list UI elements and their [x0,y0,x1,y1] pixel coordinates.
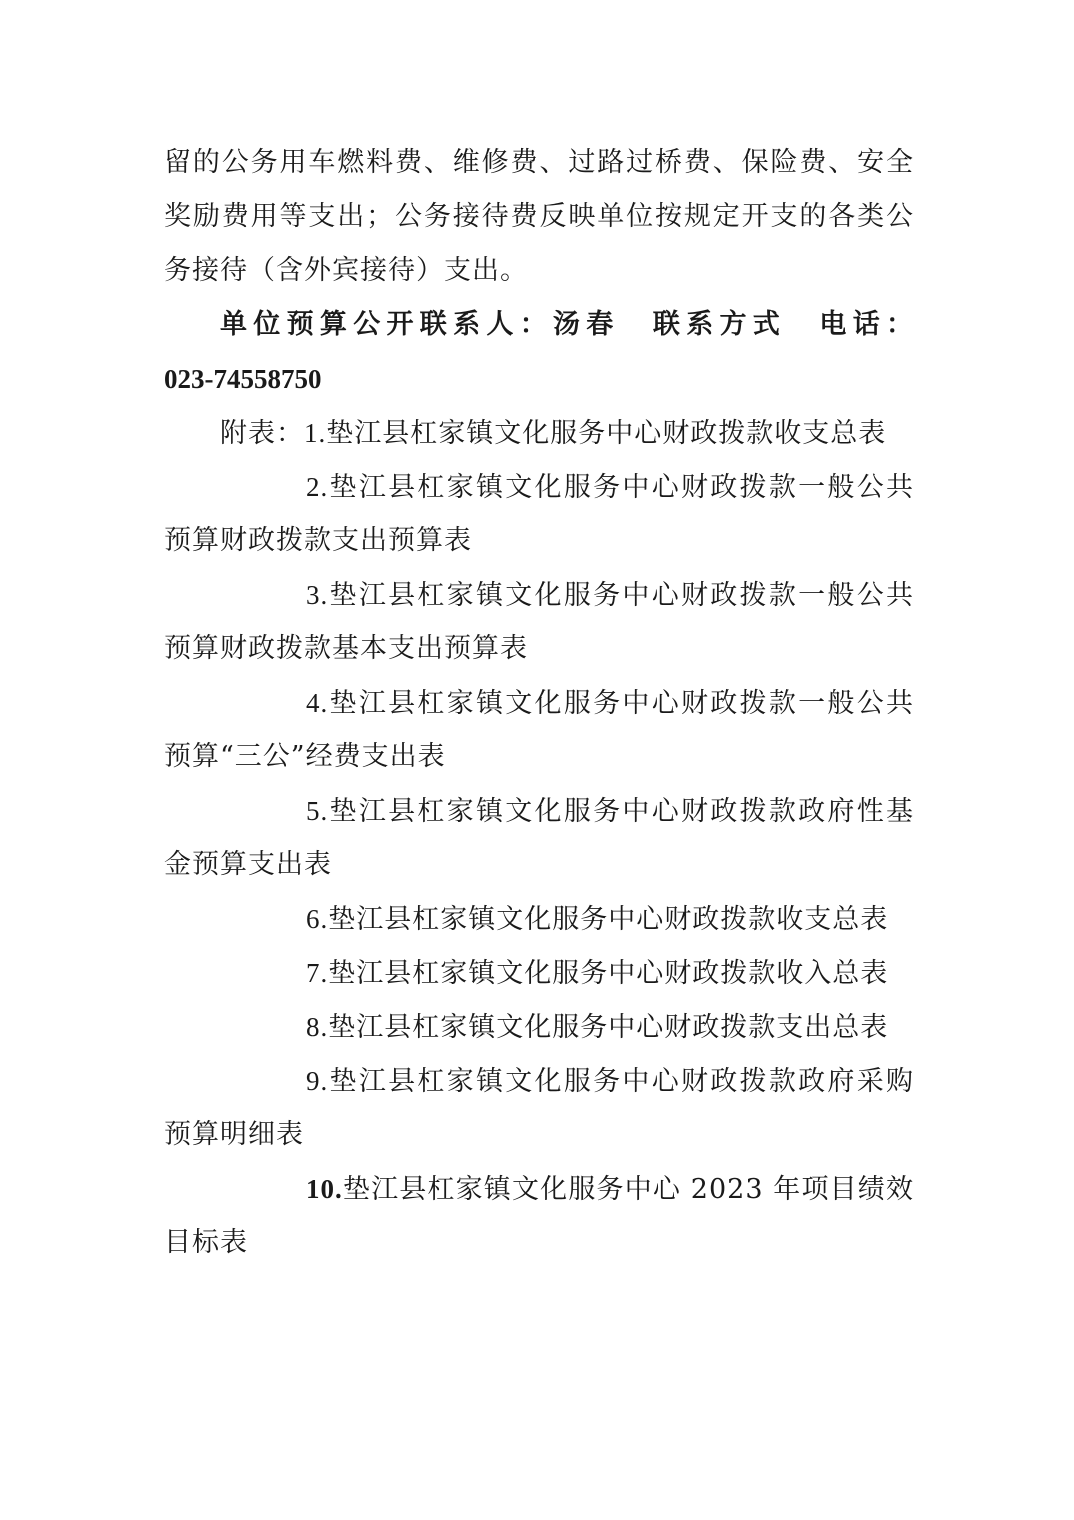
appendix-item-10-cont: 目标表 [164,1227,248,1258]
appendix-item-5-cont: 金预算支出表 [164,849,332,880]
appendix-item-8 [306,1000,888,1054]
appendix-item-1 [220,406,886,460]
appendix-item-title: 垫江县杠家镇文化服务中心 2023 年项目绩效 [342,1174,914,1205]
appendix-item-9 [306,1054,914,1108]
appendix-item-number: 7. [306,958,329,988]
appendix-item-title: 垫江县杠家镇文化服务中心财政拨款收支总表 [328,904,889,935]
appendix-item-6 [306,892,888,946]
appendix-item-9-cont: 预算明细表 [164,1119,304,1150]
appendix-item-title: 垫江县杠家镇文化服务中心财政拨款一般公共 [328,580,914,611]
appendix-item-number: 4. [306,688,329,718]
appendix-item-title: 垫江县杠家镇文化服务中心财政拨款收支总表 [326,418,887,449]
appendix-item-title: 垫江县杠家镇文化服务中心财政拨款一般公共 [328,472,914,503]
contact-label: 单位预算公开联系人：汤春 联系方式 电话： [220,309,914,340]
appendix-item-number: 9. [306,1066,329,1096]
appendix-item-4 [306,676,914,730]
appendix-item-4-cont: 预算“三公”经费支出表 [164,741,446,772]
appendix-item-2 [306,460,914,514]
paragraph-line: 奖励费用等支出；公务接待费反映单位按规定开支的各类公 [164,201,914,232]
appendix-item-3-cont: 预算财政拨款基本支出预算表 [164,633,528,664]
appendix-item-7 [306,946,888,1000]
appendix-item-number: 1. [304,418,327,448]
appendix-item-10 [306,1162,914,1216]
appendix-item-number: 8. [306,1012,329,1042]
appendix-item-title: 垫江县杠家镇文化服务中心财政拨款政府采购 [328,1066,914,1097]
appendix-item-title: 垫江县杠家镇文化服务中心财政拨款政府性基 [328,796,914,827]
appendix-item-3 [306,568,914,622]
appendix-item-number: 2. [306,472,329,502]
appendix-item-number: 3. [306,580,329,610]
appendix-item-5 [306,784,914,838]
paragraph-line: 留的公务用车燃料费、维修费、过路过桥费、保险费、安全 [164,147,914,178]
appendix-prefix: 附表： [220,418,304,449]
appendix-item-number: 10. [306,1174,343,1204]
appendix-item-2-cont: 预算财政拨款支出预算表 [164,525,472,556]
paragraph-line: 务接待（含外宾接待）支出。 [164,255,528,286]
appendix-item-number: 5. [306,796,329,826]
appendix-item-title: 垫江县杠家镇文化服务中心财政拨款一般公共 [328,688,914,719]
appendix-item-title: 垫江县杠家镇文化服务中心财政拨款收入总表 [328,958,889,989]
contact-phone: 023-74558750 [164,364,322,394]
appendix-item-title: 垫江县杠家镇文化服务中心财政拨款支出总表 [328,1012,889,1043]
appendix-item-number: 6. [306,904,329,934]
